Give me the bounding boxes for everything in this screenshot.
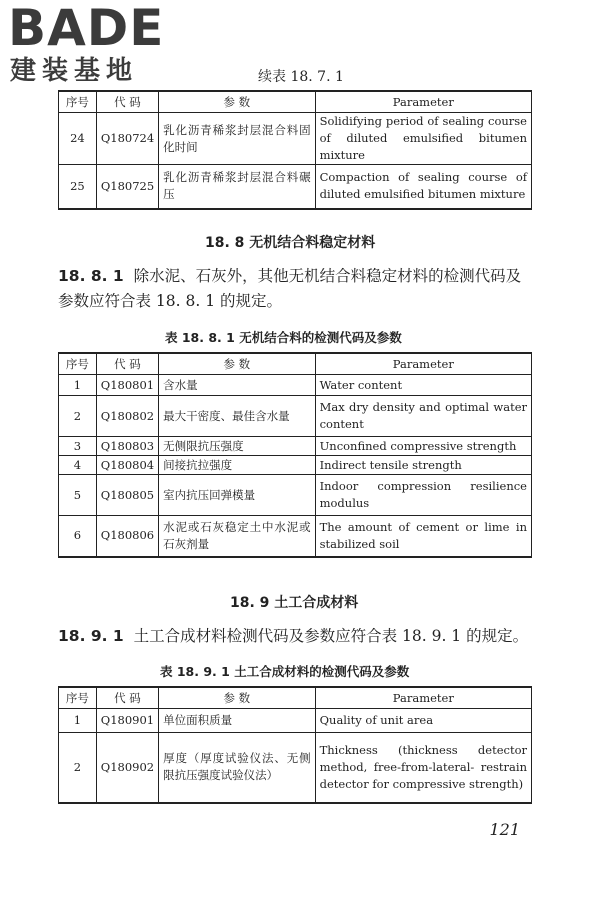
row-param-cn: 乳化沥青稀浆封层混合料固化时间	[159, 113, 315, 165]
header-code: 代 码	[96, 687, 158, 709]
row-code: Q180901	[96, 709, 158, 733]
row-param-cn: 无侧限抗压强度	[159, 437, 315, 456]
row-param-en: Solidifying period of sealing course of diluted emulsified bitumen mixture	[315, 113, 531, 165]
row-seq: 24	[59, 113, 97, 165]
table-row	[59, 475, 532, 516]
row-param-en: Indoor compression resilience modulus	[315, 475, 531, 516]
row-seq: 2	[59, 733, 97, 803]
row-code: Q180902	[96, 733, 158, 803]
table-18-9-1-title: 表 18. 9. 1 土工合成材料的检测代码及参数	[160, 664, 410, 679]
row-seq: 25	[59, 165, 97, 209]
page-number: 121	[489, 820, 520, 839]
header-param-cn: 参 数	[159, 353, 315, 375]
clause-number: 18. 8. 1	[58, 267, 124, 285]
table-18-8-1	[58, 352, 532, 558]
clause-text: 土工合成材料检测代码及参数应符合表 18. 9. 1 的规定。	[133, 627, 529, 645]
row-seq: 3	[59, 437, 97, 456]
table-row	[59, 709, 532, 733]
section-18-9-title: 18. 9 土工合成材料	[230, 595, 359, 611]
table-header-row	[59, 353, 532, 375]
row-seq: 4	[59, 456, 97, 475]
row-param-cn: 间接抗拉强度	[159, 456, 315, 475]
row-param-en: The amount of cement or lime in stabilized soil	[315, 516, 531, 557]
row-param-cn: 含水量	[159, 375, 315, 396]
row-param-cn: 厚度（厚度试验仪法、无侧限抗压强度试验仪法）	[159, 733, 316, 803]
table-row	[59, 396, 532, 437]
table-row	[59, 375, 532, 396]
row-code: Q180804	[96, 456, 158, 475]
table-18-9-1	[58, 686, 532, 804]
table-18-8-1-title: 表 18. 8. 1 无机结合料的检测代码及参数	[165, 330, 402, 345]
row-code: Q180801	[96, 375, 158, 396]
row-param-en: Unconfined compressive strength	[315, 437, 531, 456]
header-param-en: Parameter	[315, 91, 531, 113]
table-18-7-1-continued	[58, 90, 532, 210]
logo-subtitle: 建装基地	[10, 56, 139, 86]
table-header-row	[59, 687, 532, 709]
section-18-8-title: 18. 8 无机结合料稳定材料	[205, 235, 376, 251]
row-param-en: Compaction of sealing course of diluted emulsified bitumen mixture	[315, 165, 531, 209]
table-row	[59, 437, 532, 456]
header-seq: 序号	[59, 687, 97, 709]
table-row	[59, 733, 532, 803]
clause-18-9-1	[58, 624, 548, 649]
header-param-en: Parameter	[315, 687, 531, 709]
table-continued-caption: 续表 18. 7. 1	[258, 69, 344, 85]
header-code: 代 码	[96, 353, 158, 375]
row-param-en: Thickness (thickness detector method, free-from-lateral- restrain detector for compressive strength)	[315, 733, 531, 803]
row-param-cn: 乳化沥青稀浆封层混合料碾压	[159, 165, 315, 209]
row-param-en: Quality of unit area	[315, 709, 531, 733]
row-seq: 1	[59, 375, 97, 396]
table-row	[59, 456, 532, 475]
clause-18-8-1	[58, 264, 536, 314]
row-seq: 5	[59, 475, 97, 516]
header-param-cn: 参 数	[159, 91, 315, 113]
row-code: Q180802	[96, 396, 158, 437]
table-row	[59, 113, 532, 165]
row-code: Q180725	[96, 165, 158, 209]
header-seq: 序号	[59, 353, 97, 375]
row-seq: 6	[59, 516, 97, 557]
header-param-en: Parameter	[315, 353, 531, 375]
table-row	[59, 516, 532, 557]
row-param-en: Water content	[315, 375, 531, 396]
row-param-en: Indirect tensile strength	[315, 456, 531, 475]
row-code: Q180806	[96, 516, 158, 557]
row-param-cn: 单位面积质量	[159, 709, 316, 733]
row-seq: 2	[59, 396, 97, 437]
header-seq: 序号	[59, 91, 97, 113]
row-code: Q180724	[96, 113, 158, 165]
row-seq: 1	[59, 709, 97, 733]
row-param-en: Max dry density and optimal water content	[315, 396, 531, 437]
row-param-cn: 水泥或石灰稳定土中水泥或石灰剂量	[159, 516, 315, 557]
header-code: 代 码	[96, 91, 158, 113]
row-code: Q180803	[96, 437, 158, 456]
clause-number: 18. 9. 1	[58, 627, 124, 645]
row-code: Q180805	[96, 475, 158, 516]
header-param-cn: 参 数	[159, 687, 316, 709]
row-param-cn: 最大干密度、最佳含水量	[159, 396, 315, 437]
clause-text: 除水泥、石灰外，其他无机结合料稳定材料的检测代码及参数应符合表 18. 8. 1 的规定。	[58, 267, 522, 310]
table-row	[59, 165, 532, 209]
table-header-row	[59, 91, 532, 113]
logo-wordmark: BADE	[8, 0, 165, 57]
row-param-cn: 室内抗压回弹模量	[159, 475, 315, 516]
